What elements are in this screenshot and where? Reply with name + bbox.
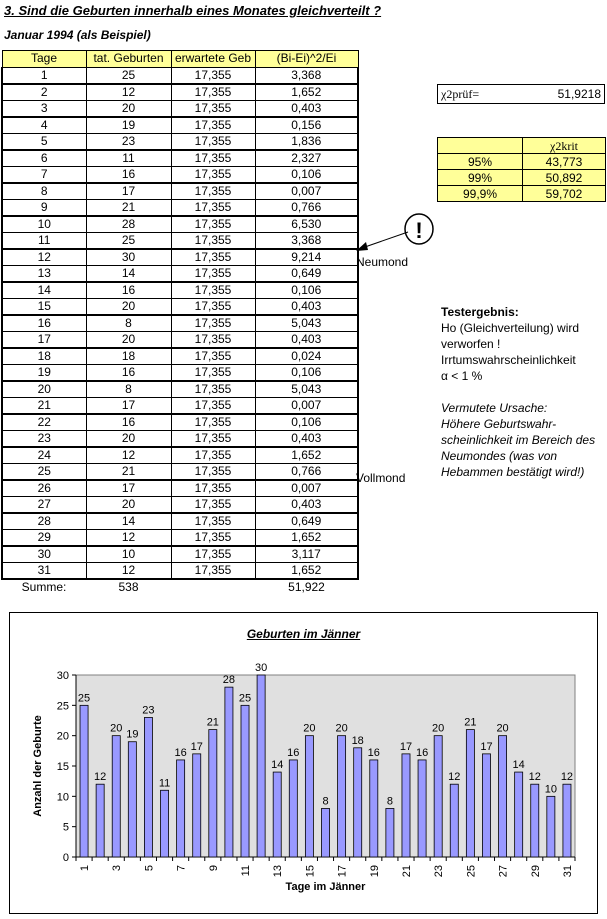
cell-tag: 28 [2, 513, 86, 530]
cell-expected: 17,355 [171, 298, 255, 315]
table-row [2, 133, 358, 150]
table-row [2, 67, 358, 84]
cell-tag: 13 [2, 265, 86, 282]
chi-krit-header: χ2krit [523, 138, 606, 154]
cell-expected: 17,355 [171, 216, 255, 233]
x-tick-label: 1 [79, 865, 92, 872]
cell-tag: 22 [2, 414, 86, 431]
cell-expected: 17,355 [171, 463, 255, 480]
header-tat-geburten: tat. Geburten [86, 51, 171, 68]
data-label: 20 [110, 722, 123, 735]
table-row [2, 414, 358, 431]
y-tick-label: 0 [62, 852, 69, 864]
cell-expected: 17,355 [171, 546, 255, 563]
cell-tag: 1 [2, 67, 86, 84]
cause-text: Höhere Geburtswahr-scheinlichkeit im Bereich des Neumondes (was von Hebammen bestätigt wird!) [441, 417, 596, 479]
bar [96, 784, 104, 857]
cause-label: Vermutete Ursache: [441, 401, 548, 415]
bar [161, 790, 169, 857]
data-label: 30 [254, 662, 268, 674]
x-tick-label: 13 [272, 865, 285, 878]
cell-expected: 17,355 [171, 348, 255, 365]
cell-tag: 3 [2, 100, 86, 117]
cell-expected: 17,355 [171, 315, 255, 332]
cell-chi: 9,214 [255, 249, 358, 266]
table-row [2, 117, 358, 134]
cell-expected: 17,355 [171, 232, 255, 249]
y-tick-label: 5 [62, 821, 69, 834]
y-tick-label: 20 [56, 730, 69, 743]
cell-births: 16 [86, 282, 171, 299]
bar [80, 705, 88, 857]
cell-expected: 17,355 [171, 480, 255, 497]
chi-krit-table [437, 137, 606, 202]
data-label: 18 [351, 734, 364, 747]
cell-tag: 27 [2, 496, 86, 513]
cell-births: 8 [86, 315, 171, 332]
cell-births: 21 [86, 463, 171, 480]
chi-krit-value: 59,702 [523, 186, 606, 202]
bar [305, 736, 313, 857]
data-label: 16 [367, 746, 380, 759]
cell-births: 20 [86, 100, 171, 117]
cell-tag: 23 [2, 430, 86, 447]
bar [563, 784, 571, 857]
data-label: 12 [528, 771, 541, 784]
chart-title: Geburten im Jänner [246, 627, 361, 641]
cell-tag: 16 [2, 315, 86, 332]
cell-tag: 2 [2, 84, 86, 101]
cell-expected: 17,355 [171, 331, 255, 348]
cell-births: 8 [86, 381, 171, 398]
data-label: 16 [287, 746, 300, 759]
table-row [2, 397, 358, 414]
data-label: 12 [448, 771, 461, 784]
table-row [2, 166, 358, 183]
births-table [1, 50, 359, 595]
cell-births: 25 [86, 232, 171, 249]
chi-krit-header-empty [438, 138, 523, 154]
x-tick-label: 7 [175, 865, 188, 872]
cell-tag: 7 [2, 166, 86, 183]
cell-births: 18 [86, 348, 171, 365]
bar [209, 730, 217, 857]
x-tick-label: 27 [497, 865, 510, 878]
cell-expected: 17,355 [171, 84, 255, 101]
cell-chi: 1,652 [255, 562, 358, 579]
cell-tag: 30 [2, 546, 86, 563]
x-tick-label: 9 [207, 865, 220, 872]
bar [434, 736, 442, 857]
cell-tag: 11 [2, 232, 86, 249]
bar [225, 687, 233, 857]
table-row [2, 315, 358, 332]
cell-births: 11 [86, 150, 171, 167]
sum-row [2, 579, 358, 596]
cell-tag: 14 [2, 282, 86, 299]
cell-tag: 25 [2, 463, 86, 480]
x-tick-label: 19 [368, 865, 381, 878]
cell-expected: 17,355 [171, 414, 255, 431]
cell-chi: 0,649 [255, 265, 358, 282]
x-tick-label: 23 [433, 865, 446, 878]
data-label: 23 [142, 704, 155, 717]
data-label: 8 [386, 795, 393, 808]
cell-tag: 26 [2, 480, 86, 497]
header-tage: Tage [2, 51, 86, 68]
arrow-icon [352, 228, 412, 258]
table-row [2, 529, 358, 546]
bar [354, 748, 362, 857]
bar [241, 705, 249, 857]
result-line3: α < 1 % [441, 369, 483, 383]
cell-expected: 17,355 [171, 100, 255, 117]
cell-expected: 17,355 [171, 562, 255, 579]
cell-chi: 0,106 [255, 364, 358, 381]
table-row [2, 513, 358, 530]
cell-births: 14 [86, 265, 171, 282]
table-row [2, 463, 358, 480]
data-label: 17 [480, 740, 493, 753]
cell-tag: 15 [2, 298, 86, 315]
table-row [2, 282, 358, 299]
data-label: 14 [512, 759, 525, 772]
x-tick-label: 3 [111, 865, 124, 872]
cell-expected: 17,355 [171, 282, 255, 299]
data-label: 16 [174, 746, 187, 759]
cell-tag: 9 [2, 199, 86, 216]
chi-krit-row [438, 186, 606, 202]
cell-chi: 3,368 [255, 232, 358, 249]
cell-tag: 29 [2, 529, 86, 546]
cell-chi: 0,007 [255, 397, 358, 414]
cell-chi: 0,403 [255, 100, 358, 117]
cell-chi: 1,652 [255, 447, 358, 464]
cell-chi: 0,403 [255, 430, 358, 447]
data-label: 21 [464, 716, 477, 729]
cell-births: 16 [86, 166, 171, 183]
cell-chi: 5,043 [255, 315, 358, 332]
table-row [2, 381, 358, 398]
cell-chi: 0,007 [255, 183, 358, 200]
cell-expected: 17,355 [171, 496, 255, 513]
sum-chi: 51,922 [288, 579, 325, 594]
cell-births: 12 [86, 529, 171, 546]
chi-krit-level: 99,9% [438, 186, 523, 202]
cell-chi: 3,368 [255, 67, 358, 84]
bar [466, 730, 474, 857]
cell-expected: 17,355 [171, 430, 255, 447]
cell-births: 25 [86, 67, 171, 84]
y-axis-title: Anzahl der Geburte [32, 715, 44, 817]
x-tick-label: 5 [143, 865, 156, 872]
table-row [2, 364, 358, 381]
cell-tag: 10 [2, 216, 86, 233]
table-row [2, 150, 358, 167]
cell-chi: 0,403 [255, 496, 358, 513]
table-row [2, 331, 358, 348]
cell-births: 12 [86, 84, 171, 101]
cell-expected: 17,355 [171, 397, 255, 414]
cell-chi: 3,117 [255, 546, 358, 563]
cell-expected: 17,355 [171, 199, 255, 216]
bar [450, 784, 458, 857]
cell-chi: 0,766 [255, 199, 358, 216]
chi-pruef-value: 51,9218 [557, 87, 601, 101]
cell-tag: 4 [2, 117, 86, 134]
x-tick-label: 11 [240, 865, 253, 877]
sum-empty [171, 579, 255, 596]
exclamation-mark: ! [415, 218, 423, 243]
data-label: 25 [238, 692, 252, 705]
x-tick-label: 25 [465, 865, 478, 878]
cell-chi: 0,156 [255, 117, 358, 134]
cell-expected: 17,355 [171, 183, 255, 200]
cell-births: 23 [86, 133, 171, 150]
cell-chi: 1,652 [255, 529, 358, 546]
cell-chi: 1,652 [255, 84, 358, 101]
x-tick-label: 31 [561, 865, 574, 878]
chart-frame [9, 612, 598, 914]
cell-expected: 17,355 [171, 117, 255, 134]
bar [482, 754, 490, 857]
cell-tag: 12 [2, 249, 86, 266]
cell-chi: 0,106 [255, 414, 358, 431]
page-subtitle: Januar 1994 (als Beispiel) [4, 28, 151, 42]
cell-expected: 17,355 [171, 150, 255, 167]
table-row [2, 84, 358, 101]
table-row [2, 496, 358, 513]
bar [418, 760, 426, 857]
result-line1: Ho (Gleichverteilung) wird verworfen ! [441, 321, 580, 351]
sum-births: 538 [118, 579, 139, 594]
table-row [2, 348, 358, 365]
cell-tag: 24 [2, 447, 86, 464]
cell-expected: 17,355 [171, 529, 255, 546]
bar [402, 754, 410, 857]
cell-births: 20 [86, 430, 171, 447]
cell-chi: 6,530 [255, 216, 358, 233]
cell-births: 21 [86, 199, 171, 216]
x-tick-label: 17 [336, 865, 349, 878]
table-row [2, 546, 358, 563]
x-tick-label: 21 [400, 865, 413, 878]
cell-births: 16 [86, 364, 171, 381]
cell-births: 28 [86, 216, 171, 233]
bar [386, 808, 394, 857]
data-label: 12 [94, 771, 107, 784]
cell-expected: 17,355 [171, 447, 255, 464]
cell-tag: 19 [2, 364, 86, 381]
table-row [2, 480, 358, 497]
bar [515, 772, 523, 857]
births-bar-chart [10, 613, 599, 915]
cell-expected: 17,355 [171, 364, 255, 381]
cell-tag: 21 [2, 397, 86, 414]
data-label: 20 [496, 722, 509, 735]
cell-expected: 17,355 [171, 67, 255, 84]
header-chi-contribution: (Bi-Ei)^2/Ei [255, 51, 358, 68]
cell-births: 20 [86, 496, 171, 513]
cell-tag: 6 [2, 150, 86, 167]
cell-expected: 17,355 [171, 265, 255, 282]
cell-tag: 18 [2, 348, 86, 365]
data-label: 12 [560, 771, 574, 784]
cell-chi: 0,403 [255, 298, 358, 315]
y-tick-label: 30 [56, 670, 69, 682]
table-row [2, 265, 358, 282]
table-row [2, 562, 358, 579]
data-label: 19 [126, 728, 139, 741]
bar [144, 717, 152, 857]
cell-chi: 5,043 [255, 381, 358, 398]
neumond-label: Neumond [356, 255, 409, 269]
result-line2: Irrtumswahrscheinlichkeit [441, 353, 576, 367]
cell-expected: 17,355 [171, 381, 255, 398]
table-row [2, 199, 358, 216]
chi-pruef-box [437, 84, 605, 104]
table-row [2, 430, 358, 447]
cell-births: 17 [86, 183, 171, 200]
test-result [441, 304, 606, 480]
bar [370, 760, 378, 857]
bar [338, 736, 346, 857]
data-label: 20 [432, 722, 445, 735]
cell-chi: 0,007 [255, 480, 358, 497]
table-row [2, 216, 358, 233]
cell-chi: 1,836 [255, 133, 358, 150]
cell-births: 14 [86, 513, 171, 530]
data-label: 11 [158, 777, 171, 790]
cell-expected: 17,355 [171, 249, 255, 266]
chi-pruef-label: χ2prüf= [441, 87, 480, 101]
data-label: 14 [271, 759, 284, 772]
data-label: 16 [415, 746, 429, 759]
cell-births: 12 [86, 447, 171, 464]
cell-tag: 8 [2, 183, 86, 200]
bar [128, 742, 136, 857]
page-title: 3. Sind die Geburten innerhalb eines Monates gleichverteilt ? [4, 3, 382, 18]
y-tick-label: 10 [56, 791, 69, 804]
cell-expected: 17,355 [171, 166, 255, 183]
data-label: 28 [222, 674, 236, 687]
x-tick-label: 29 [529, 865, 542, 878]
result-heading: Testergebnis: [441, 305, 519, 319]
bar [273, 772, 281, 857]
chi-krit-level: 99% [438, 170, 523, 186]
cell-births: 10 [86, 546, 171, 563]
cell-tag: 17 [2, 331, 86, 348]
chi-krit-row [438, 170, 606, 186]
table-row [2, 183, 358, 200]
chi-krit-header-row [438, 138, 606, 154]
chi-krit-level: 95% [438, 154, 523, 170]
cell-chi: 0,106 [255, 282, 358, 299]
cell-tag: 20 [2, 381, 86, 398]
x-tick-label: 15 [304, 865, 317, 878]
cell-chi: 2,327 [255, 150, 358, 167]
cell-chi: 0,403 [255, 331, 358, 348]
bar [547, 796, 555, 857]
cell-births: 19 [86, 117, 171, 134]
cell-chi: 0,766 [255, 463, 358, 480]
cell-expected: 17,355 [171, 513, 255, 530]
table-row [2, 447, 358, 464]
cell-chi: 0,649 [255, 513, 358, 530]
bar [531, 784, 539, 857]
cell-expected: 17,355 [171, 133, 255, 150]
bar [193, 754, 201, 857]
bar [257, 675, 265, 857]
data-label: 17 [399, 740, 413, 753]
cell-tag: 5 [2, 133, 86, 150]
data-label: 10 [544, 783, 557, 796]
data-label: 21 [206, 716, 219, 729]
cell-births: 20 [86, 298, 171, 315]
cell-births: 30 [86, 249, 171, 266]
data-label: 8 [322, 795, 329, 808]
bar [321, 808, 329, 857]
vollmond-label: Vollmond [356, 471, 406, 485]
sum-label: Summe: [21, 579, 67, 594]
bar [289, 760, 297, 857]
cell-births: 20 [86, 331, 171, 348]
cell-chi: 0,024 [255, 348, 358, 365]
cell-births: 12 [86, 562, 171, 579]
data-label: 20 [335, 722, 348, 735]
header-erwartete-geburten: erwartete Geb [171, 51, 255, 68]
cell-births: 17 [86, 397, 171, 414]
chi-krit-value: 50,892 [523, 170, 606, 186]
y-tick-label: 15 [56, 761, 69, 773]
chi-krit-row [438, 154, 606, 170]
table-row [2, 232, 358, 249]
data-label: 20 [303, 722, 316, 735]
cell-chi: 0,106 [255, 166, 358, 183]
bar [112, 736, 120, 857]
bar [177, 760, 185, 857]
x-axis-title: Tage im Jänner [285, 881, 366, 893]
bar [499, 736, 507, 857]
chi-krit-value: 43,773 [523, 154, 606, 170]
data-label: 25 [77, 692, 91, 705]
y-tick-label: 25 [56, 700, 69, 713]
table-header-row [2, 51, 358, 68]
table-row [2, 100, 358, 117]
data-label: 17 [190, 740, 203, 753]
cell-births: 17 [86, 480, 171, 497]
table-row [2, 298, 358, 315]
cell-births: 16 [86, 414, 171, 431]
table-row [2, 249, 358, 266]
cell-tag: 31 [2, 562, 86, 579]
